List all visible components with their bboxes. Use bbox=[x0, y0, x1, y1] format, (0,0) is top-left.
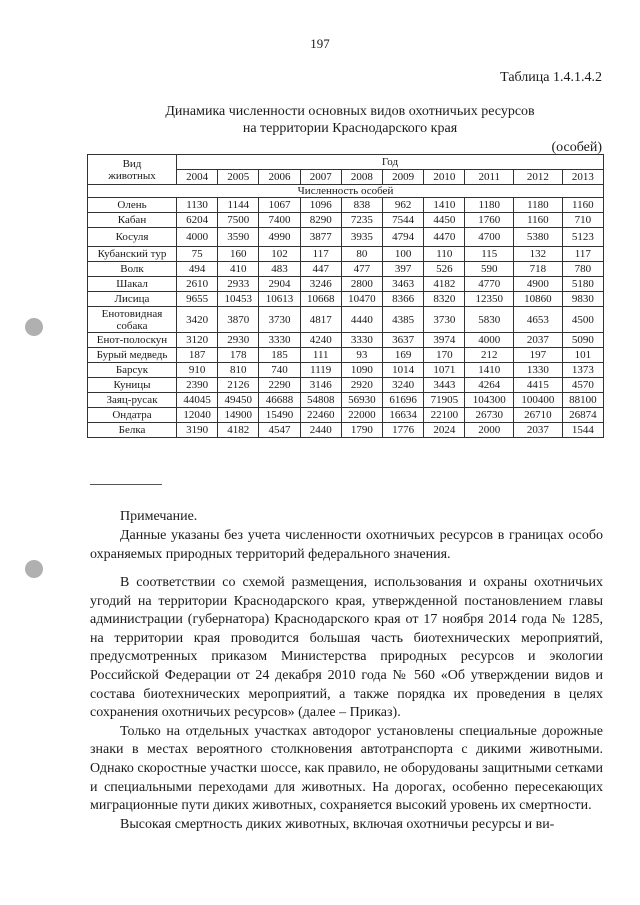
species-name-cell: Заяц-русак bbox=[88, 393, 177, 408]
value-cell: 1014 bbox=[383, 363, 424, 378]
value-cell: 111 bbox=[300, 348, 341, 363]
value-cell: 160 bbox=[218, 247, 259, 262]
paragraph: Высокая смертность диких животных, включая охотничьи ресурсы и ви- bbox=[120, 816, 555, 832]
value-cell: 2126 bbox=[218, 378, 259, 393]
value-cell: 4264 bbox=[465, 378, 514, 393]
value-cell: 10668 bbox=[300, 292, 341, 307]
value-cell: 910 bbox=[177, 363, 218, 378]
table-row bbox=[88, 198, 604, 213]
value-cell: 3190 bbox=[177, 423, 218, 438]
note-text: Данные указаны без учета численности охотничьих ресурсов в границах особо охраняемых природных территорий федерального значения. bbox=[90, 528, 603, 562]
table-row bbox=[88, 277, 604, 292]
value-cell: 4440 bbox=[341, 307, 382, 333]
value-cell: 4700 bbox=[465, 228, 514, 247]
species-name-cell: Лисица bbox=[88, 292, 177, 307]
value-cell: 4900 bbox=[514, 277, 563, 292]
species-name-cell: Кубанский тур bbox=[88, 247, 177, 262]
value-cell: 2024 bbox=[424, 423, 465, 438]
paragraph: В соответствии со схемой размещения, использования и охраны охотничьих угодий на территории Краснодарского края, утвержденной постановлением главы администрации (губернатора) Краснодарского края от 17 ноября 2014 года № 1285, на территории края проводится большая часть биотехнических мероприятий, предусмотренных приказом Министерства природных ресурсов и экологии Российской Федерации от 24 декабря 2010 года № 560 «Об утверждении видов и состава биотехнических мероприятий, а также порядка их проведения в целях сохранения охотничьих ресурсов» (далее – Приказ). bbox=[90, 575, 603, 721]
value-cell: 2390 bbox=[177, 378, 218, 393]
value-cell: 3730 bbox=[424, 307, 465, 333]
value-cell: 1067 bbox=[259, 198, 300, 213]
value-cell: 110 bbox=[424, 247, 465, 262]
table-row bbox=[88, 393, 604, 408]
value-cell: 22100 bbox=[424, 408, 465, 423]
value-cell: 7235 bbox=[341, 213, 382, 228]
species-header-line: Вид bbox=[122, 157, 142, 170]
value-cell: 101 bbox=[562, 348, 603, 363]
table-row bbox=[88, 408, 604, 423]
value-cell: 740 bbox=[259, 363, 300, 378]
value-cell: 1144 bbox=[218, 198, 259, 213]
value-cell: 3330 bbox=[259, 333, 300, 348]
value-cell: 4385 bbox=[383, 307, 424, 333]
value-cell: 4570 bbox=[562, 378, 603, 393]
punch-hole bbox=[25, 318, 43, 336]
value-cell: 49450 bbox=[218, 393, 259, 408]
table-row bbox=[88, 363, 604, 378]
value-cell: 117 bbox=[300, 247, 341, 262]
value-cell: 88100 bbox=[562, 393, 603, 408]
value-cell: 3637 bbox=[383, 333, 424, 348]
value-cell: 10470 bbox=[341, 292, 382, 307]
value-cell: 10613 bbox=[259, 292, 300, 307]
value-cell: 6204 bbox=[177, 213, 218, 228]
value-cell: 4470 bbox=[424, 228, 465, 247]
value-cell: 7500 bbox=[218, 213, 259, 228]
value-cell: 4817 bbox=[300, 307, 341, 333]
year-cell: 2012 bbox=[514, 170, 563, 185]
species-name-cell: Бурый медведь bbox=[88, 348, 177, 363]
value-cell: 3146 bbox=[300, 378, 341, 393]
value-cell: 3877 bbox=[300, 228, 341, 247]
footnote-divider bbox=[90, 484, 162, 485]
value-cell: 5180 bbox=[562, 277, 603, 292]
table-row bbox=[88, 228, 604, 247]
value-cell: 44045 bbox=[177, 393, 218, 408]
value-cell: 838 bbox=[341, 198, 382, 213]
table-caption: Таблица 1.4.1.4.2 bbox=[500, 70, 602, 85]
value-cell: 104300 bbox=[465, 393, 514, 408]
value-cell: 1160 bbox=[514, 213, 563, 228]
value-cell: 170 bbox=[424, 348, 465, 363]
value-cell: 4000 bbox=[465, 333, 514, 348]
value-cell: 3246 bbox=[300, 277, 341, 292]
value-cell: 10860 bbox=[514, 292, 563, 307]
value-cell: 1776 bbox=[383, 423, 424, 438]
value-cell: 1071 bbox=[424, 363, 465, 378]
value-cell: 4182 bbox=[424, 277, 465, 292]
value-cell: 4240 bbox=[300, 333, 341, 348]
value-cell: 22460 bbox=[300, 408, 341, 423]
value-cell: 71905 bbox=[424, 393, 465, 408]
value-cell: 12350 bbox=[465, 292, 514, 307]
value-cell: 3420 bbox=[177, 307, 218, 333]
table-row bbox=[88, 307, 604, 333]
value-cell: 447 bbox=[300, 262, 341, 277]
value-cell: 15490 bbox=[259, 408, 300, 423]
table-title-line: Динамика численности основных видов охотничьих ресурсов bbox=[165, 104, 535, 119]
year-cell: 2009 bbox=[383, 170, 424, 185]
year-cell: 2005 bbox=[218, 170, 259, 185]
value-cell: 56930 bbox=[341, 393, 382, 408]
table-row bbox=[88, 348, 604, 363]
value-cell: 5090 bbox=[562, 333, 603, 348]
value-cell: 1130 bbox=[177, 198, 218, 213]
species-name-cell: Ондатра bbox=[88, 408, 177, 423]
table-title-line: на территории Краснодарского края bbox=[242, 121, 458, 136]
value-cell: 8366 bbox=[383, 292, 424, 307]
value-cell: 3870 bbox=[218, 307, 259, 333]
value-cell: 197 bbox=[514, 348, 563, 363]
value-cell: 5123 bbox=[562, 228, 603, 247]
value-cell: 962 bbox=[383, 198, 424, 213]
species-name-cell: Куницы bbox=[88, 378, 177, 393]
table-unit: (особей) bbox=[551, 140, 602, 155]
value-cell: 26730 bbox=[465, 408, 514, 423]
value-cell: 80 bbox=[341, 247, 382, 262]
value-cell: 477 bbox=[341, 262, 382, 277]
value-cell: 2800 bbox=[341, 277, 382, 292]
value-cell: 1096 bbox=[300, 198, 341, 213]
value-cell: 590 bbox=[465, 262, 514, 277]
value-cell: 780 bbox=[562, 262, 603, 277]
value-cell: 4990 bbox=[259, 228, 300, 247]
value-cell: 169 bbox=[383, 348, 424, 363]
year-cell: 2006 bbox=[259, 170, 300, 185]
value-cell: 4794 bbox=[383, 228, 424, 247]
year-cell: 2007 bbox=[300, 170, 341, 185]
value-cell: 2904 bbox=[259, 277, 300, 292]
value-cell: 1180 bbox=[514, 198, 563, 213]
species-name-cell: Барсук bbox=[88, 363, 177, 378]
species-name-cell: Кабан bbox=[88, 213, 177, 228]
value-cell: 1373 bbox=[562, 363, 603, 378]
species-name-cell: Шакал bbox=[88, 277, 177, 292]
value-cell: 397 bbox=[383, 262, 424, 277]
table-row bbox=[88, 213, 604, 228]
value-cell: 22000 bbox=[341, 408, 382, 423]
value-cell: 100 bbox=[383, 247, 424, 262]
year-header: Год bbox=[177, 155, 604, 170]
species-name-cell: Белка bbox=[88, 423, 177, 438]
value-cell: 2037 bbox=[514, 333, 563, 348]
species-header-line: животных bbox=[108, 169, 156, 182]
value-cell: 185 bbox=[259, 348, 300, 363]
page-number: 197 bbox=[310, 36, 330, 51]
species-header bbox=[88, 155, 177, 185]
value-cell: 1544 bbox=[562, 423, 603, 438]
value-cell: 3463 bbox=[383, 277, 424, 292]
value-cell: 8320 bbox=[424, 292, 465, 307]
value-cell: 3120 bbox=[177, 333, 218, 348]
value-cell: 494 bbox=[177, 262, 218, 277]
value-cell: 10453 bbox=[218, 292, 259, 307]
note-heading bbox=[90, 508, 603, 527]
value-cell: 1160 bbox=[562, 198, 603, 213]
value-cell: 14900 bbox=[218, 408, 259, 423]
value-cell: 132 bbox=[514, 247, 563, 262]
value-cell: 1090 bbox=[341, 363, 382, 378]
value-cell: 1180 bbox=[465, 198, 514, 213]
value-cell: 3443 bbox=[424, 378, 465, 393]
value-cell: 4653 bbox=[514, 307, 563, 333]
value-cell: 4547 bbox=[259, 423, 300, 438]
table-row bbox=[88, 333, 604, 348]
value-cell: 1790 bbox=[341, 423, 382, 438]
value-cell: 187 bbox=[177, 348, 218, 363]
value-cell: 3330 bbox=[341, 333, 382, 348]
value-cell: 1410 bbox=[424, 198, 465, 213]
value-cell: 102 bbox=[259, 247, 300, 262]
value-cell: 710 bbox=[562, 213, 603, 228]
population-table bbox=[87, 154, 604, 438]
year-cell: 2011 bbox=[465, 170, 514, 185]
species-name-cell: Олень bbox=[88, 198, 177, 213]
value-cell: 4500 bbox=[562, 307, 603, 333]
value-cell: 2933 bbox=[218, 277, 259, 292]
value-cell: 2440 bbox=[300, 423, 341, 438]
year-cell: 2004 bbox=[177, 170, 218, 185]
value-cell: 2610 bbox=[177, 277, 218, 292]
species-name-cell: Волк bbox=[88, 262, 177, 277]
table-row bbox=[88, 378, 604, 393]
value-cell: 3730 bbox=[259, 307, 300, 333]
species-name-cell: Енотовидная собака bbox=[88, 307, 177, 333]
table-row bbox=[88, 247, 604, 262]
value-cell: 46688 bbox=[259, 393, 300, 408]
value-cell: 2930 bbox=[218, 333, 259, 348]
subheader-row bbox=[88, 185, 604, 198]
value-cell: 75 bbox=[177, 247, 218, 262]
value-cell: 4182 bbox=[218, 423, 259, 438]
value-cell: 7544 bbox=[383, 213, 424, 228]
value-cell: 2290 bbox=[259, 378, 300, 393]
value-cell: 483 bbox=[259, 262, 300, 277]
punch-hole bbox=[25, 560, 43, 578]
value-cell: 212 bbox=[465, 348, 514, 363]
value-cell: 3935 bbox=[341, 228, 382, 247]
value-cell: 2037 bbox=[514, 423, 563, 438]
year-cell: 2013 bbox=[562, 170, 603, 185]
value-cell: 2000 bbox=[465, 423, 514, 438]
value-cell: 1760 bbox=[465, 213, 514, 228]
value-cell: 3590 bbox=[218, 228, 259, 247]
table-row bbox=[88, 423, 604, 438]
value-cell: 5380 bbox=[514, 228, 563, 247]
value-cell: 2920 bbox=[341, 378, 382, 393]
species-name-cell: Косуля bbox=[88, 228, 177, 247]
value-cell: 178 bbox=[218, 348, 259, 363]
note-heading-text: Примечание. bbox=[120, 509, 198, 524]
note bbox=[90, 527, 603, 564]
year-cell: 2010 bbox=[424, 170, 465, 185]
value-cell: 1119 bbox=[300, 363, 341, 378]
value-cell: 93 bbox=[341, 348, 382, 363]
value-cell: 61696 bbox=[383, 393, 424, 408]
year-cell: 2008 bbox=[341, 170, 382, 185]
value-cell: 718 bbox=[514, 262, 563, 277]
value-cell: 9830 bbox=[562, 292, 603, 307]
value-cell: 4000 bbox=[177, 228, 218, 247]
value-cell: 410 bbox=[218, 262, 259, 277]
paragraph: Только на отдельных участках автодорог установлены специальные дорожные знаки в местах вероятного столкновения автотранспорта с дикими животными. Однако скоростные участки шоссе, как правило, не оборудованы защитными сетками и специальными переходами для животных. На дорогах, особенно пересекающих миграционные пути диких животных, сохраняется высокий уровень их смертности. bbox=[90, 723, 603, 814]
value-cell: 3240 bbox=[383, 378, 424, 393]
value-cell: 16634 bbox=[383, 408, 424, 423]
value-cell: 5830 bbox=[465, 307, 514, 333]
table-title bbox=[90, 103, 610, 137]
main-text bbox=[90, 574, 603, 834]
value-cell: 1410 bbox=[465, 363, 514, 378]
value-cell: 9655 bbox=[177, 292, 218, 307]
value-cell: 115 bbox=[465, 247, 514, 262]
species-name-cell: Енот-полоскун bbox=[88, 333, 177, 348]
value-cell: 117 bbox=[562, 247, 603, 262]
value-cell: 26710 bbox=[514, 408, 563, 423]
value-cell: 12040 bbox=[177, 408, 218, 423]
value-cell: 8290 bbox=[300, 213, 341, 228]
value-cell: 1330 bbox=[514, 363, 563, 378]
value-cell: 4770 bbox=[465, 277, 514, 292]
subheader: Численность особей bbox=[88, 185, 604, 198]
value-cell: 810 bbox=[218, 363, 259, 378]
table-body bbox=[88, 198, 604, 438]
table-row bbox=[88, 292, 604, 307]
value-cell: 54808 bbox=[300, 393, 341, 408]
value-cell: 100400 bbox=[514, 393, 563, 408]
value-cell: 4450 bbox=[424, 213, 465, 228]
value-cell: 3974 bbox=[424, 333, 465, 348]
table-header-row bbox=[88, 155, 604, 170]
value-cell: 526 bbox=[424, 262, 465, 277]
value-cell: 7400 bbox=[259, 213, 300, 228]
value-cell: 4415 bbox=[514, 378, 563, 393]
value-cell: 26874 bbox=[562, 408, 603, 423]
table-row bbox=[88, 262, 604, 277]
